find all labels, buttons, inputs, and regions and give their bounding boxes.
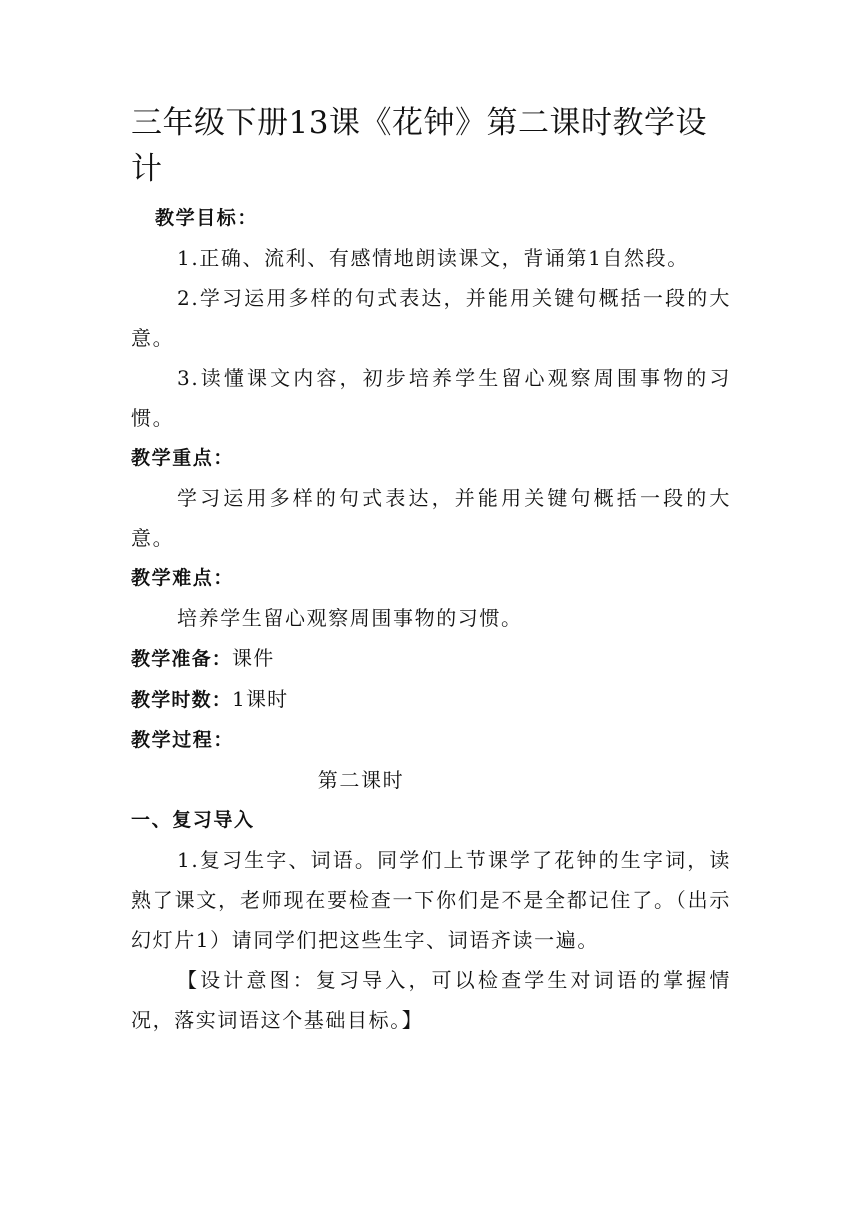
preparation-label: 教学准备： <box>131 648 233 670</box>
key-point-label: 教学重点： <box>131 447 235 469</box>
duration-value: 1课时 <box>232 687 289 711</box>
preparation-value: 课件 <box>232 646 275 670</box>
section1-paragraph: 1.复习生字、词语。同学们上节课学了花钟的生字词，读熟了课文，老师现在要检查一下你们是不是全都记住了。（出示幻灯片1）请同学们把这些生字、词语齐读一遍。 <box>131 848 731 952</box>
document-page <box>131 100 731 1040</box>
document-title: 三年级下册13课《花钟》第二课时教学设计 <box>131 105 707 187</box>
objective-item-2: 2.学习运用多样的句式表达，并能用关键句概括一段的大意。 <box>131 286 731 350</box>
lesson-subtitle: 第二课时 <box>317 768 405 792</box>
process-label: 教学过程： <box>131 729 235 751</box>
objectives-label: 教学目标： <box>155 207 259 229</box>
difficulty-text: 培养学生留心观察周围事物的习惯。 <box>177 606 523 630</box>
section1-design-intent: 【设计意图：复习导入，可以检查学生对词语的掌握情况，落实词语这个基础目标。】 <box>131 968 731 1032</box>
preparation-line <box>131 638 731 679</box>
duration-line <box>131 679 731 720</box>
objective-item-3: 3.读懂课文内容，初步培养学生留心观察周围事物的习惯。 <box>131 366 731 430</box>
duration-label: 教学时数： <box>131 689 233 711</box>
difficulty-label: 教学难点： <box>131 567 235 589</box>
objective-item-1: 1.正确、流利、有感情地朗读课文，背诵第1自然段。 <box>177 246 689 270</box>
section1-heading: 一、复习导入 <box>131 809 255 831</box>
key-point-text: 学习运用多样的句式表达，并能用关键句概括一段的大意。 <box>131 486 731 550</box>
